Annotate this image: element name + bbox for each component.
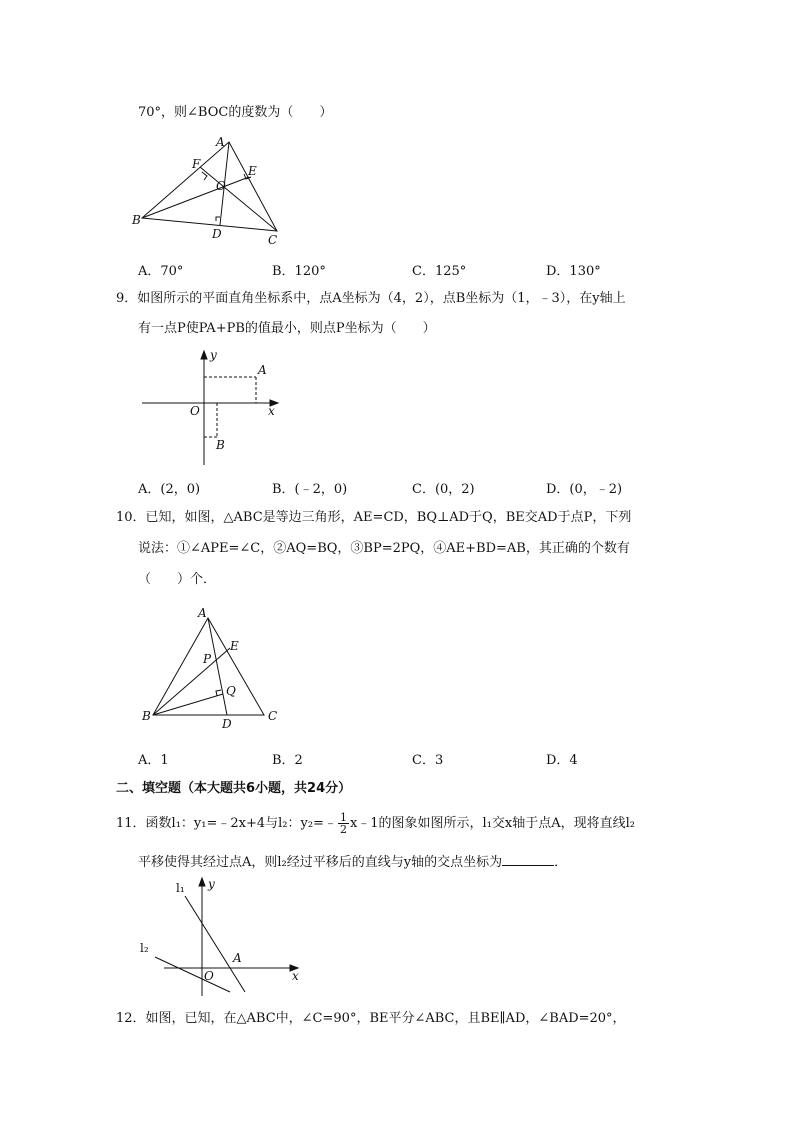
q11-figure	[138, 872, 308, 1000]
q9-line1: 9．如图所示的平面直角坐标系中，点A坐标为（4，2），点B坐标为（1，﹣3），在y轴上	[116, 291, 626, 306]
q11-label-l2: l₂	[140, 941, 149, 955]
q9-y-arrow	[201, 351, 207, 359]
q8-label-d: D	[212, 227, 222, 241]
q8-figure	[130, 130, 290, 250]
q8-option-a: A．70°	[138, 264, 184, 279]
q8-label-o: O	[216, 179, 226, 193]
q10-segment-be	[153, 648, 230, 715]
q10-option-c: C．3	[412, 753, 444, 768]
q10-figure	[138, 600, 298, 735]
q8-segment-be	[142, 177, 249, 218]
q10-label-a: A	[198, 606, 207, 620]
q10-line2: 说法：①∠APE=∠C，②AQ=BQ，③BP=2PQ，④AE+BD=AB，其正确的个数有	[138, 541, 630, 556]
q11-line2-text: 平移使得其经过点A，则l₂经过平移后的直线与y轴的交点坐标为	[138, 855, 503, 870]
q9-label-b: B	[216, 438, 225, 452]
q10-option-d: D．4	[546, 753, 578, 768]
q9-label-x: x	[268, 404, 275, 418]
q8-label-f: F	[192, 157, 201, 171]
q8-right-angle-f	[202, 172, 207, 180]
q10-label-b: B	[142, 709, 151, 723]
q10-label-c: C	[268, 709, 278, 723]
q10-option-a: A．1	[138, 753, 169, 768]
q9-figure	[138, 345, 288, 470]
q12-line1: 12．如图，已知，在△ABC中，∠C=90°，BE平分∠ABC，且BE∥AD，∠BAD=20°，	[116, 1011, 626, 1026]
q11-fraction-denominator: 2	[339, 823, 347, 836]
q9-label-y: y	[210, 348, 217, 362]
section-heading: 二、填空题（本大题共6小题，共24分）	[116, 781, 352, 796]
q11-line-l1	[185, 896, 245, 992]
q10-line1: 10．已知，如图，△ABC是等边三角形，AE=CD，BQ⊥AD于Q，BE交AD于点P，下列	[116, 510, 632, 525]
q11-line2	[138, 853, 567, 872]
q9-options	[138, 478, 698, 496]
q9-option-b: B．(﹣2，0)	[272, 482, 348, 497]
q9-line2: 有一点P使PA+PB的值最小，则点P坐标为（ ）	[138, 321, 436, 336]
q11-line1	[116, 810, 635, 838]
q10-options	[138, 749, 698, 767]
q9-label-a: A	[258, 363, 267, 377]
q8-right-angle-d	[216, 217, 220, 221]
q11-label-y: y	[208, 877, 215, 891]
q8-option-b: B．120°	[272, 264, 326, 279]
q10-label-e: E	[230, 639, 239, 653]
q8-label-c: C	[268, 233, 278, 247]
q11-label-l1: l₁	[176, 881, 185, 895]
q11-label-a: A	[233, 951, 242, 965]
q11-line-l2	[155, 957, 230, 992]
q11-line1-part-b: x﹣1的图象如图所示，l₁交x轴于点A，现将直线l₂	[349, 816, 636, 831]
q9-label-o: O	[190, 404, 200, 418]
q8-text: 70°，则∠BOC的度数为（ ）	[138, 105, 333, 120]
q11-label-o: O	[204, 969, 214, 983]
q11-answer-blank	[502, 853, 554, 866]
q8-label-e: E	[248, 164, 257, 178]
q10-option-b: B．2	[272, 753, 303, 768]
q8-label-b: B	[132, 213, 141, 227]
q11-line1-part-a: 11．函数l₁：y₁=﹣2x+4与l₂：y₂=﹣	[116, 816, 337, 831]
q8-segment-cf	[200, 167, 277, 231]
q10-label-q: Q	[226, 684, 236, 698]
q11-line2-end: ．	[554, 855, 568, 870]
q10-label-p: P	[203, 652, 212, 666]
q8-option-c: C．125°	[412, 264, 467, 279]
q8-option-d: D．130°	[546, 264, 601, 279]
q10-segment-ad	[208, 618, 227, 715]
q11-fraction	[338, 812, 349, 835]
q10-line3: （ ）个．	[138, 572, 217, 587]
q8-triangle	[142, 142, 277, 231]
q8-label-a: A	[216, 135, 225, 149]
q11-label-x: x	[292, 969, 299, 983]
q9-option-c: C．(0，2)	[412, 482, 475, 497]
q9-option-d: D．(0，﹣2)	[546, 482, 623, 497]
q10-label-d: D	[222, 717, 232, 731]
q9-option-a: A．(2，0)	[138, 482, 201, 497]
q11-fraction-numerator: 1	[339, 811, 347, 824]
q11-y-arrow	[199, 878, 205, 886]
q8-options	[138, 260, 698, 278]
